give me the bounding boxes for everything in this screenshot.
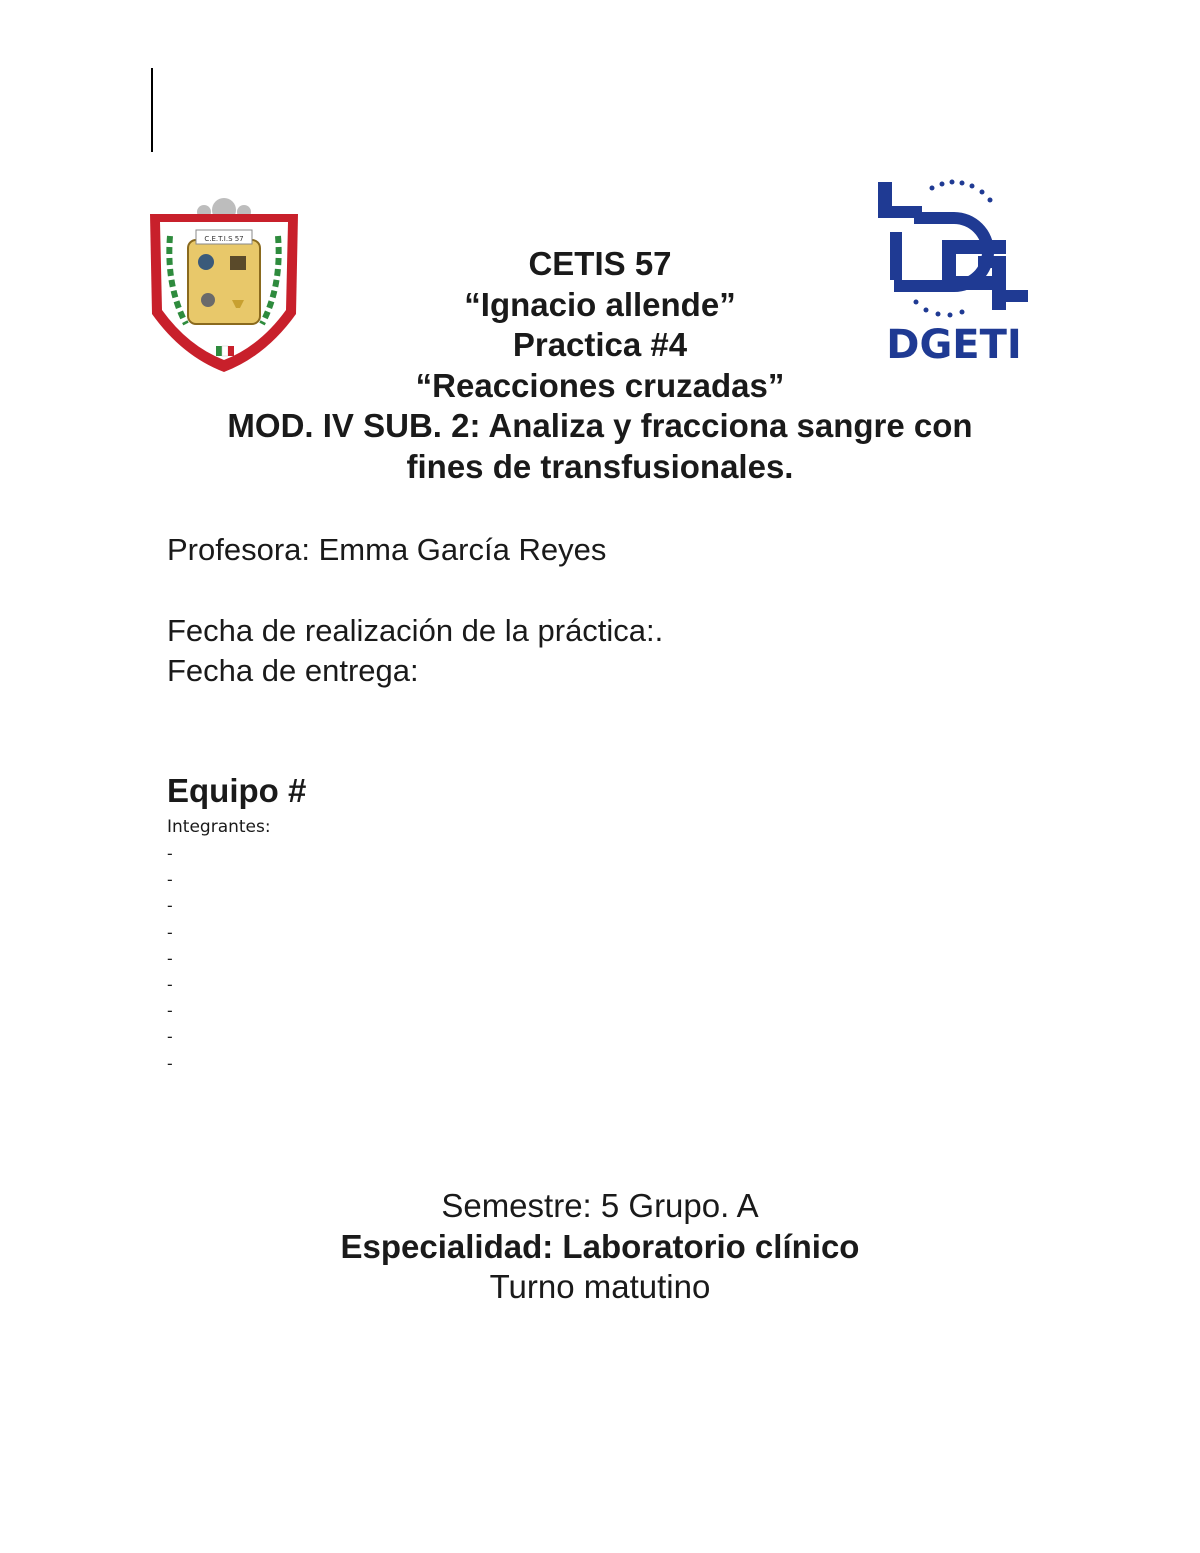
list-item: - [167, 896, 173, 916]
semestre-line: Semestre: 5 Grupo. A [441, 1187, 759, 1224]
list-item: - [167, 948, 173, 968]
list-item: - [167, 922, 173, 942]
list-item: - [167, 1053, 173, 1073]
practice-title: “Reacciones cruzadas” [415, 366, 785, 404]
list-item: - [167, 1027, 173, 1047]
school-motto: “Ignacio allende” [464, 285, 736, 323]
fecha-realizacion: Fecha de realización de la práctica:. [167, 613, 664, 648]
profesora-line: Profesora: Emma García Reyes [167, 532, 607, 567]
text-cursor [151, 68, 153, 152]
document-title [150, 244, 1050, 487]
footer-info [150, 1186, 1050, 1308]
list-item: - [167, 870, 173, 890]
especialidad-line: Especialidad: Laboratorio clínico [340, 1227, 860, 1265]
practice-number: Practica #4 [512, 326, 688, 363]
dgeti-logo-text: DGETI [886, 322, 1022, 368]
turno-line: Turno matutino [489, 1268, 711, 1305]
integrantes-label: Integrantes: [167, 817, 271, 837]
shield-label: C.E.T.I.S 57 [204, 235, 244, 243]
list-item: - [167, 974, 173, 994]
equipo-heading: Equipo # [167, 772, 307, 809]
school-name: CETIS 57 [528, 245, 672, 282]
members-list [167, 843, 173, 1079]
module-line-1: MOD. IV SUB. 2: Analiza y fracciona sangre con [227, 407, 973, 444]
list-item: - [167, 1001, 173, 1021]
module-line-2: fines de transfusionales. [406, 447, 794, 485]
fecha-entrega: Fecha de entrega: [167, 653, 419, 688]
list-item: - [167, 844, 173, 863]
